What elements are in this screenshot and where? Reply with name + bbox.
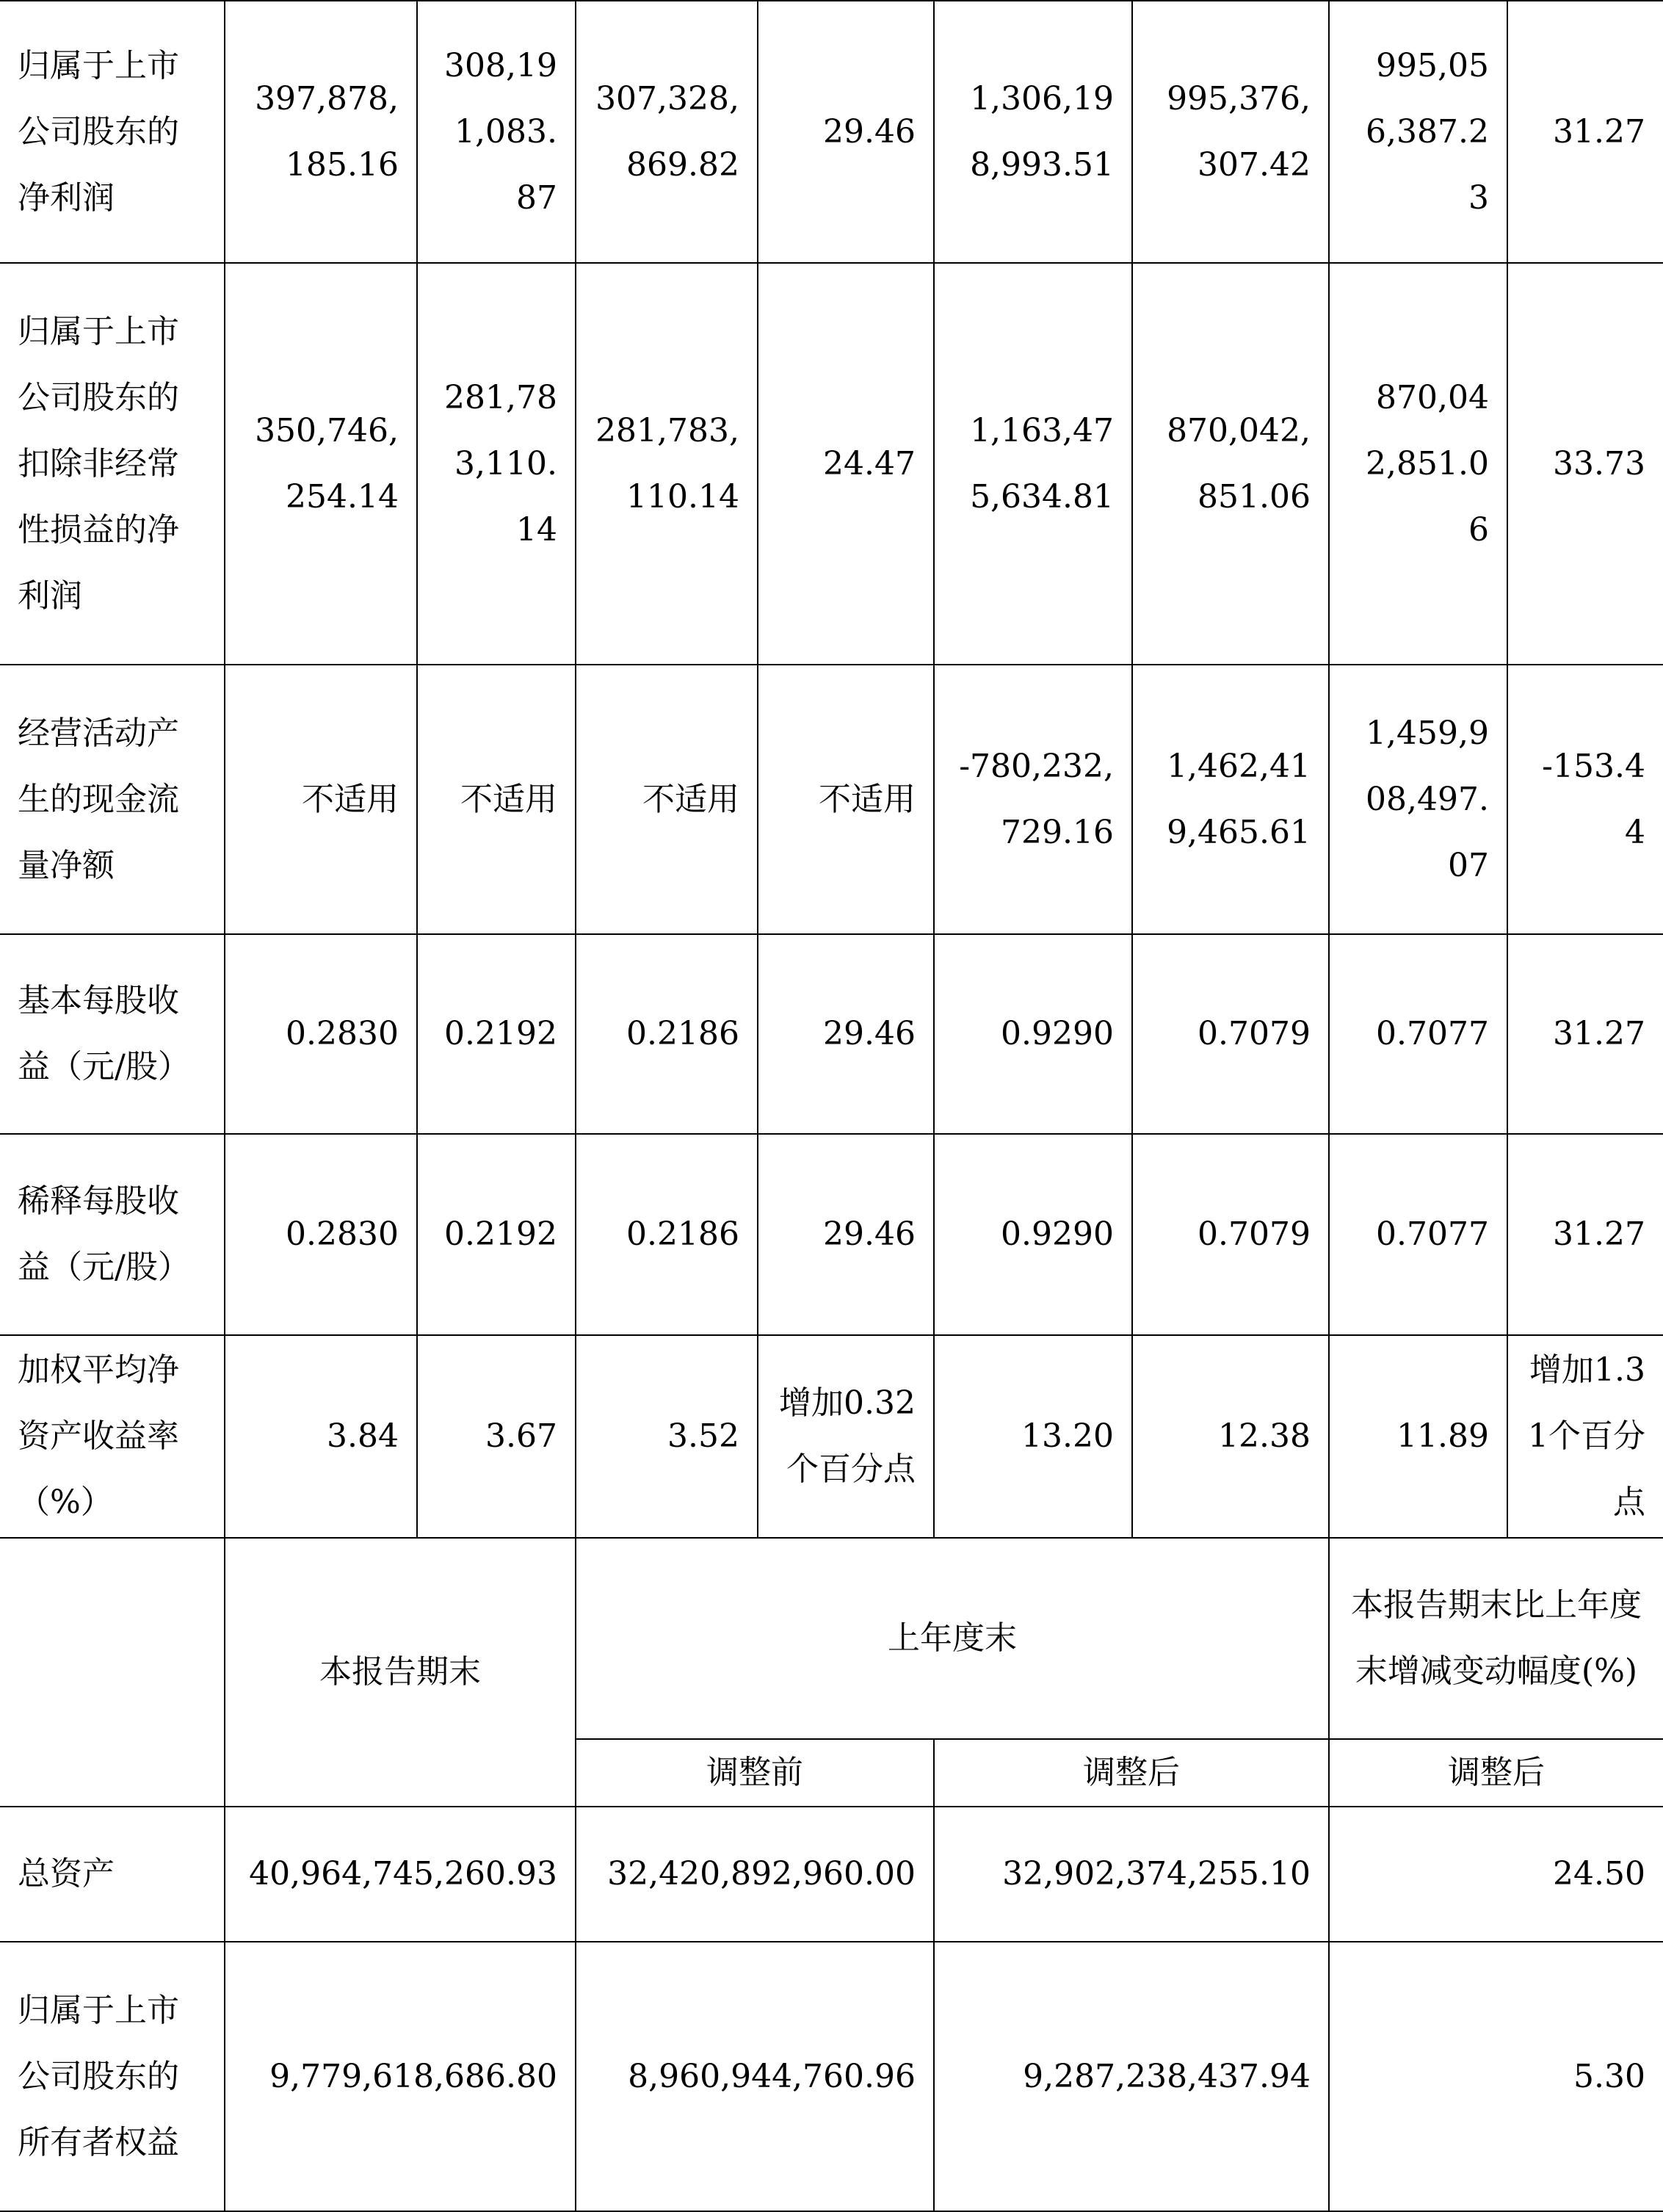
header-prior-year-end: 上年度末 xyxy=(576,1538,1329,1739)
table-row-basic-eps xyxy=(0,934,1663,1134)
row-label: 归属于上市公司股东的净利润 xyxy=(0,1,225,263)
table-row-owners-equity xyxy=(0,1942,1663,2211)
row-label: 经营活动产生的现金流量净额 xyxy=(0,665,225,934)
header-after-adjustment-change: 调整后 xyxy=(1329,1739,1663,1807)
cell-value: 不适用 xyxy=(225,665,417,934)
table-row-net-profit-excl-nonrecurring xyxy=(0,263,1663,665)
cell-value: 0.2186 xyxy=(576,1134,758,1335)
cell-value: 0.9290 xyxy=(934,934,1132,1134)
header-after-adjustment: 调整后 xyxy=(934,1739,1329,1807)
cell-value: 32,902,374,255.10 xyxy=(934,1807,1329,1942)
header-change-pct: 本报告期末比上年度末增减变动幅度(%) xyxy=(1329,1538,1663,1739)
cell-value: 995,056,387.23 xyxy=(1329,1,1507,263)
cell-value: 1,163,475,634.81 xyxy=(934,263,1132,665)
row-label: 归属于上市公司股东的扣除非经常性损益的净利润 xyxy=(0,263,225,665)
cell-value: -153.44 xyxy=(1507,665,1663,934)
cell-value: 397,878,185.16 xyxy=(225,1,417,263)
cell-value: 281,783,110.14 xyxy=(576,263,758,665)
row-label: 总资产 xyxy=(0,1807,225,1942)
cell-value: 0.2186 xyxy=(576,934,758,1134)
cell-value: 31.27 xyxy=(1507,934,1663,1134)
cell-value: 0.7077 xyxy=(1329,1134,1507,1335)
cell-value: 9,287,238,437.94 xyxy=(934,1942,1329,2211)
cell-value: 13.20 xyxy=(934,1335,1132,1538)
cell-value: 24.50 xyxy=(1329,1807,1663,1942)
cell-value: 3.67 xyxy=(417,1335,576,1538)
row-label: 基本每股收益（元/股） xyxy=(0,934,225,1134)
cell-value: 0.9290 xyxy=(934,1134,1132,1335)
row-label: 稀释每股收益（元/股） xyxy=(0,1134,225,1335)
cell-value: 0.2192 xyxy=(417,1134,576,1335)
cell-value: 1,462,419,465.61 xyxy=(1132,665,1329,934)
cell-value: 12.38 xyxy=(1132,1335,1329,1538)
cell-value: 995,376,307.42 xyxy=(1132,1,1329,263)
cell-value: 40,964,745,260.93 xyxy=(225,1807,576,1942)
cell-value: 不适用 xyxy=(417,665,576,934)
table-row-weighted-roe xyxy=(0,1335,1663,1538)
cell-value: 0.2830 xyxy=(225,934,417,1134)
cell-value: 11.89 xyxy=(1329,1335,1507,1538)
table-row-operating-cash-flow xyxy=(0,665,1663,934)
cell-value: 1,459,908,497.07 xyxy=(1329,665,1507,934)
cell-value: 281,783,110.14 xyxy=(417,263,576,665)
row-label: 加权平均净资产收益率（%） xyxy=(0,1335,225,1538)
cell-value: 870,042,851.06 xyxy=(1132,263,1329,665)
cell-value: 24.47 xyxy=(758,263,934,665)
cell-value: 不适用 xyxy=(758,665,934,934)
cell-value: 29.46 xyxy=(758,1134,934,1335)
header-current-period-end: 本报告期末 xyxy=(225,1538,576,1807)
row-label: 归属于上市公司股东的所有者权益 xyxy=(0,1942,225,2211)
cell-value: 31.27 xyxy=(1507,1,1663,263)
cell-value: 0.2830 xyxy=(225,1134,417,1335)
cell-value: 8,960,944,760.96 xyxy=(576,1942,934,2211)
cell-value: 不适用 xyxy=(576,665,758,934)
cell-value: 3.52 xyxy=(576,1335,758,1538)
cell-value: 350,746,254.14 xyxy=(225,263,417,665)
cell-value: 5.30 xyxy=(1329,1942,1663,2211)
cell-value: 0.2192 xyxy=(417,934,576,1134)
cell-value: 307,328,869.82 xyxy=(576,1,758,263)
cell-value: 增加0.32个百分点 xyxy=(758,1335,934,1538)
header-corner-cell xyxy=(0,1538,225,1807)
cell-value: -780,232,729.16 xyxy=(934,665,1132,934)
cell-value: 870,042,851.06 xyxy=(1329,263,1507,665)
cell-value: 33.73 xyxy=(1507,263,1663,665)
cell-value: 29.46 xyxy=(758,1,934,263)
cell-value: 31.27 xyxy=(1507,1134,1663,1335)
cell-value: 0.7079 xyxy=(1132,934,1329,1134)
table-row-total-assets xyxy=(0,1807,1663,1942)
cell-value: 0.7077 xyxy=(1329,934,1507,1134)
cell-value: 3.84 xyxy=(225,1335,417,1538)
cell-value: 0.7079 xyxy=(1132,1134,1329,1335)
cell-value: 308,191,083.87 xyxy=(417,1,576,263)
header-before-adjustment: 调整前 xyxy=(576,1739,934,1807)
cell-value: 1,306,198,993.51 xyxy=(934,1,1132,263)
table-row-diluted-eps xyxy=(0,1134,1663,1335)
table-row-net-profit xyxy=(0,1,1663,263)
table-header-row xyxy=(0,1538,1663,1739)
cell-value: 29.46 xyxy=(758,934,934,1134)
cell-value: 32,420,892,960.00 xyxy=(576,1807,934,1942)
cell-value: 增加1.31个百分点 xyxy=(1507,1335,1663,1538)
cell-value: 9,779,618,686.80 xyxy=(225,1942,576,2211)
